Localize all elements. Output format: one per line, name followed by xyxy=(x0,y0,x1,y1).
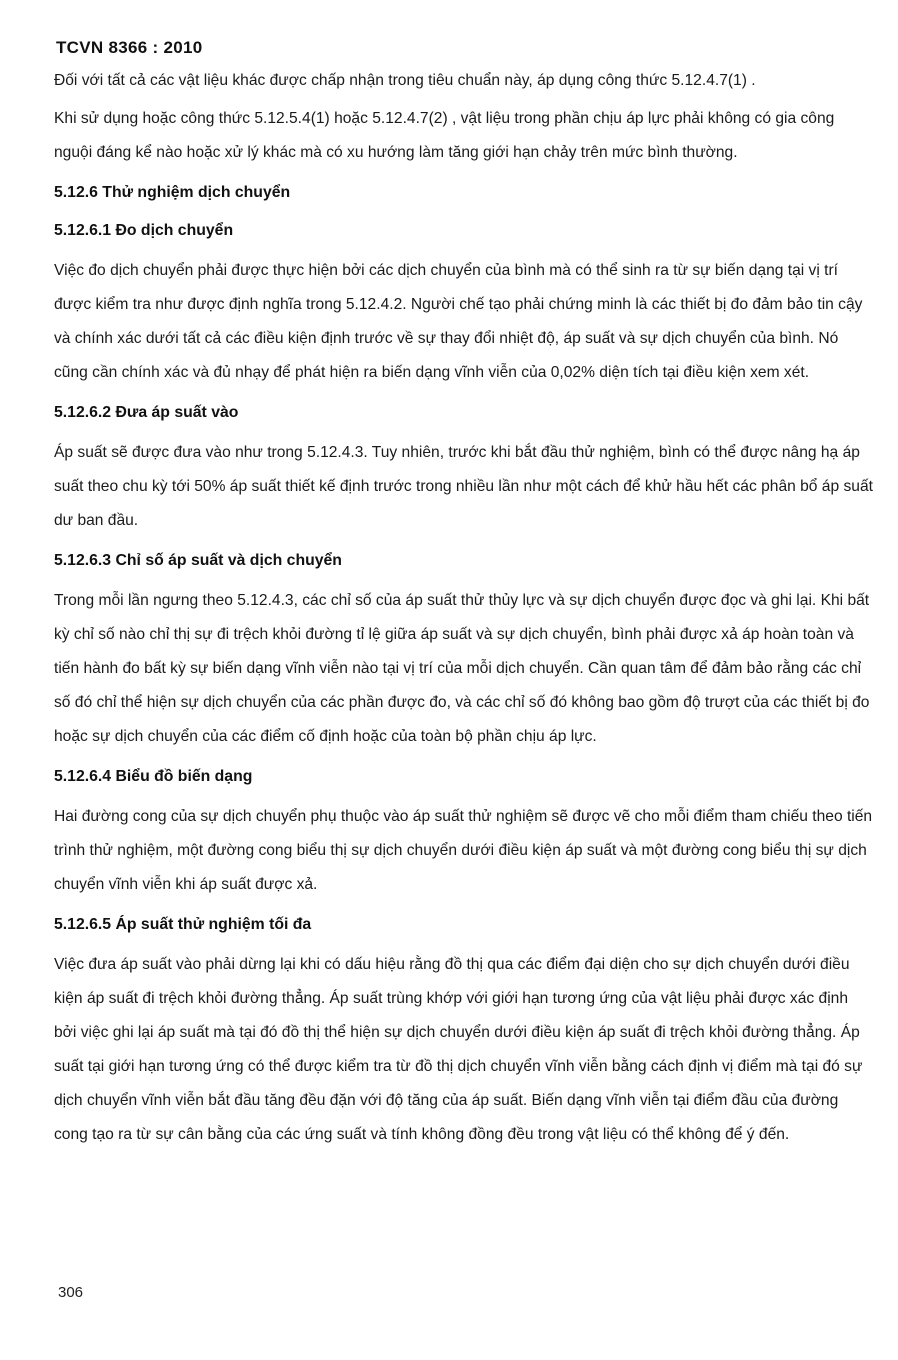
section-heading-5-12-6-4: 5.12.6.4 Biểu đồ biến dạng xyxy=(54,768,253,785)
page-number: 306 xyxy=(58,1284,84,1301)
document-page xyxy=(54,38,874,1160)
paragraph-pressure-displacement-readings: Trong mỗi lần ngưng theo 5.12.4.3, các chỉ số của áp suất thử thủy lực và sự dịch chuyển được đọc và ghi lại. Khi bất kỳ chỉ số nào chỉ thị sự đi trệch khỏi đường tỉ lệ giữa áp suất và sự dịch chuyển, bình phải được xả áp hoàn toàn và tiến hành đo bất kỳ sự biến dạng vĩnh viễn nào tại vị trí của mỗi dịch chuyển. Cần quan tâm để đảm bảo rằng các chỉ số đó chỉ thể hiện sự dịch chuyển của các phần được đo, và các chỉ số đó không bao gồm độ trượt của các thiết bị đo hoặc sự dịch chuyển của các điểm cố định hoặc của toàn bộ phần chịu áp lực. xyxy=(54,592,870,745)
paragraph-maximum-test-pressure: Việc đưa áp suất vào phải dừng lại khi có dấu hiệu rằng đồ thị qua các điểm đại diện cho sự dịch chuyển dưới điều kiện áp suất đi trệch khỏi đường thẳng. Áp suất trùng khớp với giới hạn tương ứng của vật liệu phải được xác định bởi việc ghi lại áp suất mà tại đó đồ thị thể hiện sự dịch chuyển dưới điều kiện áp suất đi trệch khỏi đường thẳng. Áp suất tại giới hạn tương ứng có thể được kiểm tra từ đồ thị dịch chuyển vĩnh viễn bằng cách định vị điểm mà tại đó sự dịch chuyển vĩnh viễn bắt đầu tăng đều đặn với độ tăng của áp suất. Biến dạng vĩnh viễn tại điểm đầu của đường cong tạo ra từ sự cân bằng của các ứng suất và tính không đồng đều trong vật liệu có thể không để ý đến. xyxy=(54,956,863,1143)
section-heading-5-12-6-1: 5.12.6.1 Đo dịch chuyển xyxy=(54,222,234,239)
section-heading-5-12-6-2: 5.12.6.2 Đưa áp suất vào xyxy=(54,404,239,421)
paragraph-strain-diagram: Hai đường cong của sự dịch chuyển phụ thuộc vào áp suất thử nghiệm sẽ được vẽ cho mỗi điểm tham chiếu theo tiến trình thử nghiệm, một đường cong biểu thị sự dịch chuyển dưới điều kiện áp suất và một đường cong biểu thị sự dịch chuyển vĩnh viễn khi áp suất được xả. xyxy=(54,808,873,893)
paragraph-pressure-application: Áp suất sẽ được đưa vào như trong 5.12.4.3. Tuy nhiên, trước khi bắt đầu thử nghiệm, bình có thể được nâng hạ áp suất theo chu kỳ tới 50% áp suất thiết kế định trước trong nhiều lần như một cách để khử hầu hết các phân bổ áp suất dư ban đầu. xyxy=(54,444,873,529)
paragraph-displacement-measurement: Việc đo dịch chuyển phải được thực hiện bởi các dịch chuyển của bình mà có thể sinh ra từ sự biến dạng tại vị trí được kiểm tra như được định nghĩa trong 5.12.4.2. Người chế tạo phải chứng minh là các thiết bị đo đảm bảo tin cậy và chính xác dưới tất cả các điều kiện định trước về sự thay đổi nhiệt độ, áp suất và sự dịch chuyển của bình. Nó cũng cần chính xác và đủ nhạy để phát hiện ra biến dạng vĩnh viễn của 0,02% diện tích tại điều kiện xem xét. xyxy=(54,262,863,381)
paragraph-formula-applicability: Đối với tất cả các vật liệu khác được chấp nhận trong tiêu chuẩn này, áp dụng công thức 5.12.4.7(1) . xyxy=(54,72,756,89)
section-heading-5-12-6-3: 5.12.6.3 Chỉ số áp suất và dịch chuyển xyxy=(54,552,342,569)
section-heading-5-12-6-5: 5.12.6.5 Áp suất thử nghiệm tối đa xyxy=(54,916,312,933)
section-heading-5-12-6: 5.12.6 Thử nghiệm dịch chuyển xyxy=(54,184,291,201)
standard-code-header: TCVN 8366 : 2010 xyxy=(56,38,203,57)
paragraph-cold-working: Khi sử dụng hoặc công thức 5.12.5.4(1) hoặc 5.12.4.7(2) , vật liệu trong phần chịu áp lực phải không có gia công nguội đáng kể nào hoặc xử lý khác mà có xu hướng làm tăng giới hạn chảy trên mức bình thường. xyxy=(54,110,835,161)
